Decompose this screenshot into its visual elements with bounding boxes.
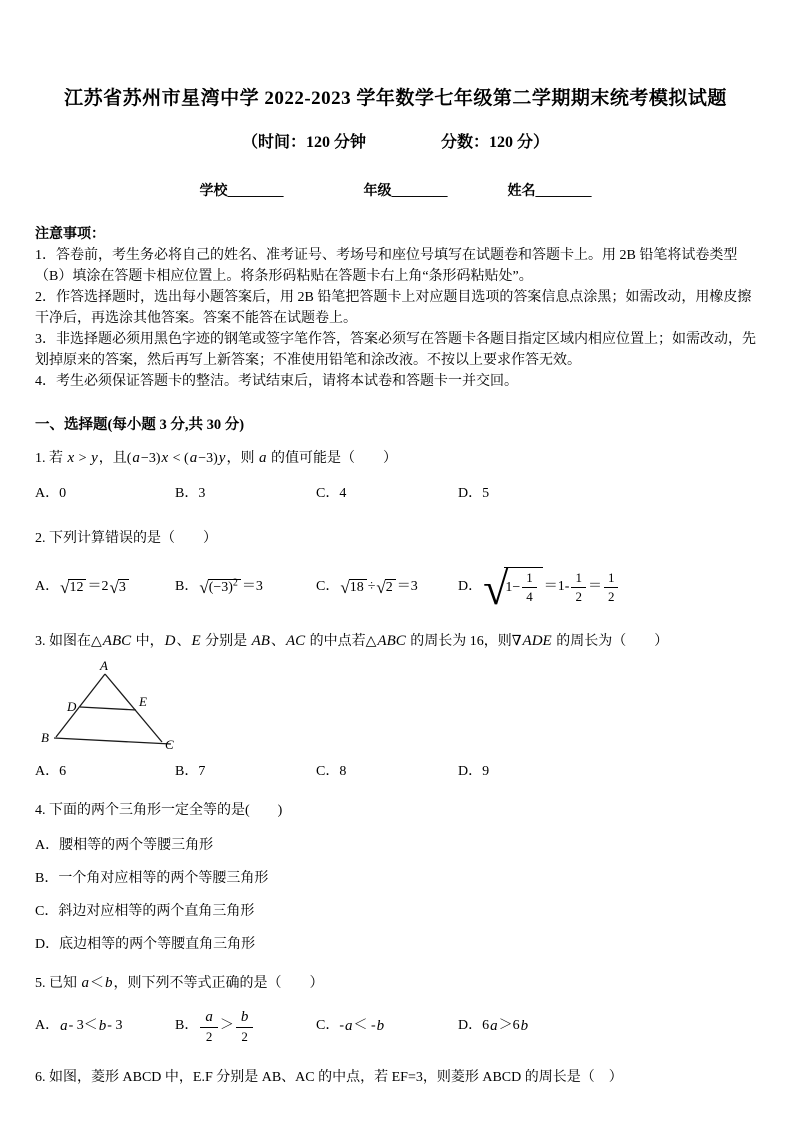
question-3-option-a: A．6 xyxy=(35,764,67,779)
question-2-options xyxy=(35,559,756,615)
question-2-option-d: D． √ 1− $\frac{1}{4}$ ＝1- $\frac{1}{2}$ ＝ $\frac{1}{2}$ xyxy=(458,567,756,608)
question-5-options xyxy=(35,1002,756,1050)
notice-heading: 注意事项： xyxy=(35,227,105,242)
question-2-stem: 2. 下列计算错误的是（ ） xyxy=(35,531,217,546)
question-4-stem: 4. 下面的两个三角形一定全等的是( ) xyxy=(35,803,283,818)
question-4-option-c: C．斜边对应相等的两个直角三角形 xyxy=(35,904,255,919)
notice-item-1: 1．答卷前，考生务必将自己的姓名、准考证号、考场号和座位号填写在试题卷和答题卡上。用 2B 铅笔将试卷类型（B）填涂在答题卡相应位置上。将条形码粘贴在答题卡右上角“条形码粘贴处”。 xyxy=(35,248,738,284)
question-2-option-b: B． √ $(-3)^2$ ＝3 xyxy=(175,577,263,597)
triangle-diagram xyxy=(41,658,211,750)
question-6-stem: 6. 如图，菱形 ABCD 中，E.F 分别是 AB、AC 的中点，若 EF=3，则菱形 ABCD 的周长是（ ） xyxy=(35,1070,623,1085)
student-info-line xyxy=(35,182,756,202)
question-4-option-d: D．底边相等的两个等腰直角三角形 xyxy=(35,937,256,952)
notice-block xyxy=(35,224,756,392)
grade-blank: 年级________ xyxy=(363,184,448,199)
question-2-option-c: C． √ 18 ÷ √ 2 ＝3 xyxy=(316,578,418,597)
exam-meta-line xyxy=(35,132,756,154)
school-blank: 学校________ xyxy=(199,184,284,199)
notice-item-4: 4．考生必须保证答题卡的整洁。考试结束后，请将本试卷和答题卡一并交回。 xyxy=(35,374,518,389)
question-1-option-c: C．4 xyxy=(316,486,347,501)
name-blank: 姓名________ xyxy=(507,184,592,199)
exam-time: （时间：120 分钟 xyxy=(241,134,366,151)
question-3-figure xyxy=(41,658,756,757)
question-5-option-c: C．- a ＜ - b xyxy=(316,1018,385,1034)
question-1-option-d: D．5 xyxy=(458,486,490,501)
question-3-options xyxy=(35,761,756,783)
question-1-option-b: B．3 xyxy=(175,486,206,501)
section-heading: 一、选择题(每小题 3 分,共 30 分) xyxy=(35,417,245,433)
question-3-option-b: B．7 xyxy=(175,764,206,779)
question-5-stem: 5. 已知 a＜b，则下列不等式正确的是（ ） xyxy=(35,975,324,991)
question-4-option-a: A．腰相等的两个等腰三角形 xyxy=(35,838,214,853)
question-3-option-d: D．9 xyxy=(458,764,490,779)
question-5-option-a: A． a - 3＜ b - 3 xyxy=(35,1018,123,1034)
question-1-option-a: A．0 xyxy=(35,486,67,501)
vertex-label-b: B xyxy=(41,730,49,745)
question-5-option-b: B． $\frac{a}{2}$ ＞ $\frac{b}{2}$ xyxy=(175,1008,316,1045)
notice-item-2: 2．作答选择题时，选出每小题答案后，用 2B 铅笔把答题卡上对应题目选项的答案信息点涂黑；如需改动，用橡皮擦干净后，再选涂其他答案。答案不能答在试题卷上。 xyxy=(35,290,752,326)
question-4-options xyxy=(35,835,756,955)
exam-title: 江苏省苏州市星湾中学 2022-2023 学年数学七年级第二学期期末统考模拟试题 xyxy=(64,88,727,109)
question-1-stem: 1. 若 x > y，且(a−3)x < (a−3)y，则 a 的值可能是（ ） xyxy=(35,450,397,466)
question-4-option-b: B．一个角对应相等的两个等腰三角形 xyxy=(35,871,269,886)
vertex-label-c: C xyxy=(165,737,174,750)
vertex-label-e: E xyxy=(139,694,147,709)
question-3-stem: 3. 如图在△ABC 中，D、E 分别是 AB、AC 的中点若△ABC 的周长为 16，则∇ADE 的周长为（ ） xyxy=(35,633,669,649)
question-3-option-c: C．8 xyxy=(316,764,347,779)
exam-score: 分数：120 分） xyxy=(441,134,550,151)
question-5-option-d: D．6 a ＞6 b xyxy=(458,1018,529,1034)
vertex-label-a: A xyxy=(100,658,108,673)
question-1-options xyxy=(35,483,756,505)
vertex-label-d: D xyxy=(67,699,77,714)
question-2-option-a: A． √ 12 ＝2 √ 3 xyxy=(35,576,175,598)
notice-item-3: 3．非选择题必须用黑色字迹的钢笔或签字笔作答，答案必须写在答题卡各题目指定区域内相应位置上；如需改动，先划掉原来的答案，然后再写上新答案；不准使用铅笔和涂改液。不按以上要求作答无效。 xyxy=(35,332,756,368)
